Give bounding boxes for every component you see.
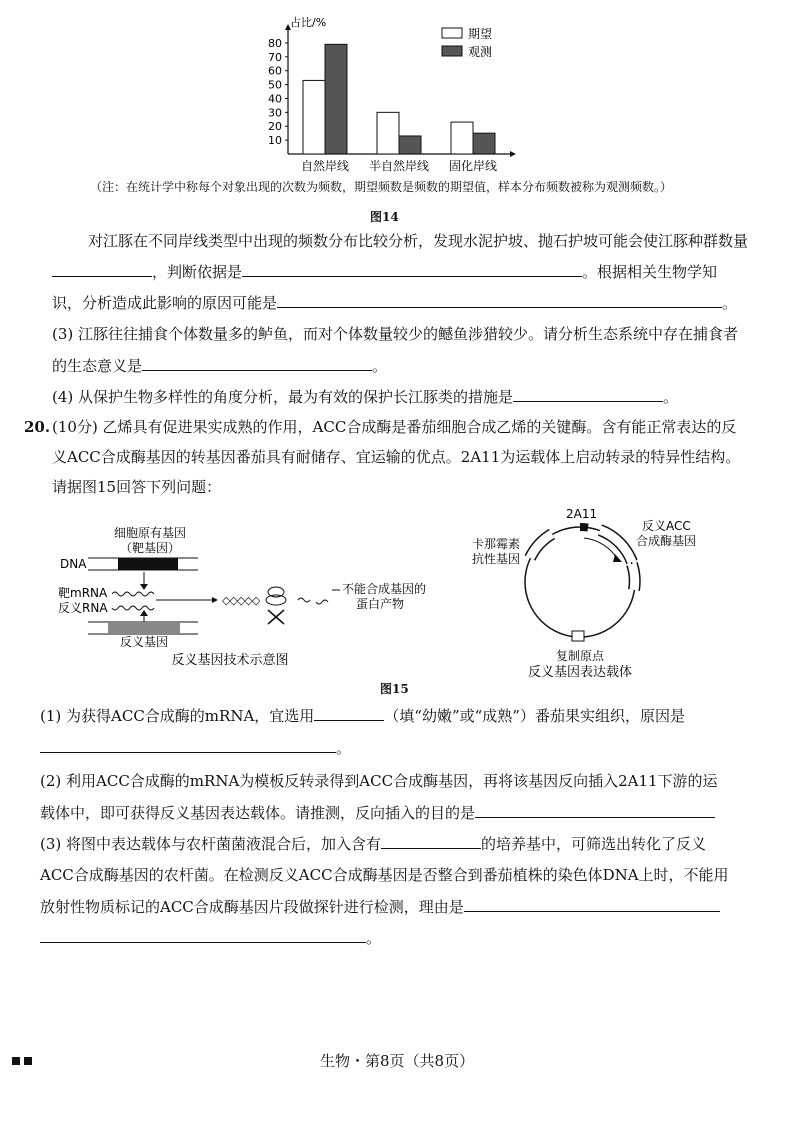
bar-observed <box>399 136 421 154</box>
double-strand-rna: ◇◇◇◇◇ <box>222 594 260 607</box>
legend-label: 观测 <box>468 45 493 59</box>
kan-label-1: 卡那霉素 <box>472 537 521 551</box>
answer-blank[interactable] <box>464 895 720 912</box>
q20-line1: (10分) 乙烯具有促进果实成熟的作用，ACC合成酶是番茄细胞合成乙烯的关键酶。含有能正常表达的反 <box>52 418 737 436</box>
q19-para-line3: 识，分析造成此影响的原因可能是 。 <box>52 291 737 314</box>
fig15-caption: 图15 <box>380 682 409 696</box>
right-diagram-caption: 反义基因表达载体 <box>527 665 633 680</box>
antisense-rna-wave <box>112 606 154 610</box>
q20-2-line2: 载体中，即可获得反义基因表达载体。请推测，反向插入的目的是 <box>40 801 715 824</box>
acc-label-2: 合成酶基因 <box>636 534 697 548</box>
ribosome-icon <box>266 587 286 624</box>
fig15-diagram <box>40 500 760 700</box>
corner-marks <box>12 1050 36 1060</box>
q20-line3: 请据图15回答下列问题： <box>52 478 222 496</box>
answer-blank[interactable] <box>314 704 384 721</box>
q20-1: (1) 为获得ACC合成酶的mRNA，宜选用 （填“幼嫩”或“成熟”）番茄果实组织，原因是 <box>40 704 685 727</box>
q20-number: 20. <box>24 418 51 436</box>
hybrid-arrow-head <box>212 597 218 603</box>
y-tick-label: 50 <box>268 78 282 92</box>
dna-label: DNA <box>60 557 87 571</box>
q20-3-line2: ACC合成酶基因的农杆菌。在检测反义ACC合成酶基因是否整合到番茄植株的染色体DNA上时，不能用 <box>40 866 729 884</box>
antisense-gene-label: 反义基因 <box>119 635 169 649</box>
y-tick-label: 20 <box>268 120 282 134</box>
answer-blank[interactable] <box>52 260 152 277</box>
bar-expected <box>303 80 325 154</box>
x-tick-label: 半自然岸线 <box>368 159 430 173</box>
q19-3-line2: 的生态意义是 。 <box>52 354 387 377</box>
x-axis-arrow <box>510 151 516 157</box>
q19-para-line1: 对江豚在不同岸线类型中出现的频数分布比较分析，发现水泥护坡、抛石护坡可能会使江豚种群数量 <box>88 232 749 250</box>
gene-title-2: （靶基因） <box>119 541 181 555</box>
legend-swatch <box>442 28 462 38</box>
bar-observed <box>473 133 495 154</box>
answer-blank[interactable] <box>475 801 715 818</box>
y-tick-label: 80 <box>268 36 282 50</box>
legend-swatch <box>442 46 462 56</box>
answer-blank[interactable] <box>381 832 481 849</box>
y-tick-label: 70 <box>268 50 282 64</box>
fig14-caption: 图14 <box>370 210 399 224</box>
fig14-bar-chart <box>250 14 550 184</box>
bar-expected <box>377 112 399 154</box>
y-tick-label: 10 <box>268 134 282 148</box>
kan-label-2: 抗性基因 <box>472 552 521 566</box>
page-footer: 生物・第8页（共8页） <box>320 1052 475 1070</box>
target-mrna-wave <box>112 592 154 596</box>
answer-blank[interactable] <box>40 926 366 943</box>
y-tick-label: 30 <box>268 106 282 120</box>
x-tick-label: 固化岸线 <box>448 159 498 173</box>
promoter-label: 2A11 <box>566 507 598 521</box>
fig14-note: （注：在统计学中称每个对象出现的次数为频数，期望频数是频数的期望值，样本分布频数被称为观测频数。） <box>90 180 673 194</box>
ori-label: 复制原点 <box>555 649 605 663</box>
answer-blank[interactable] <box>513 385 663 402</box>
acc-label-1: 反义ACC <box>642 519 691 533</box>
transcription-arrow-head <box>140 584 148 590</box>
q19-3-line1: (3) 江豚往往捕食个体数量多的鲈鱼，而对个体数量较少的鳡鱼涉猎较少。请分析生态系统中存在捕食者 <box>52 325 739 343</box>
left-diagram-caption: 反义基因技术示意图 <box>171 653 289 668</box>
ori-segment <box>572 631 584 641</box>
y-tick-label: 40 <box>268 92 282 106</box>
no-protein-2: 蛋白产物 <box>356 597 405 611</box>
broken-mrna-wave <box>298 598 328 604</box>
q20-line2: 义ACC合成酶基因的转基因番茄具有耐储存、宜运输的优点。2A11为运载体上启动转录的特异性结构。 <box>52 448 741 466</box>
answer-blank[interactable] <box>40 736 336 753</box>
antisense-gene-dna <box>88 622 198 634</box>
kan-resistance-segment-inner <box>530 534 552 558</box>
y-tick-label: 60 <box>268 64 282 78</box>
answer-blank[interactable] <box>277 291 722 308</box>
answer-blank[interactable] <box>142 354 372 371</box>
q19-para-line2: ，判断依据是 。根据相关生物学知 <box>52 260 717 283</box>
target-mrna-label: 靶mRNA <box>58 586 108 600</box>
acc-gene-segment2-inner <box>632 564 635 590</box>
bar-expected <box>451 122 473 154</box>
gene-title-1: 细胞原有基因 <box>113 526 187 540</box>
q20-3-line1: (3) 将图中表达载体与农杆菌菌液混合后，加入含有 的培养基中，可筛选出转化了反义 <box>40 832 706 855</box>
antisense-rna-label: 反义RNA <box>58 601 108 615</box>
bar-observed <box>325 44 347 154</box>
q20-1-answer-line: 。 <box>40 736 351 759</box>
q20-2-line1: (2) 利用ACC合成酶的mRNA为模板反转录得到ACC合成酶基因，再将该基因反向插入2A11下游的运 <box>40 772 718 790</box>
q20-3-answer-line: 。 <box>40 926 381 949</box>
q20-3-line3: 放射性物质标记的ACC合成酶基因片段做探针进行检测，理由是 <box>40 895 720 918</box>
q19-4: (4) 从保护生物多样性的角度分析，最为有效的保护长江豚类的措施是 。 <box>52 385 678 408</box>
no-protein-1: 不能合成基因的 <box>342 582 427 596</box>
legend-label: 期望 <box>468 27 493 41</box>
answer-blank[interactable] <box>242 260 582 277</box>
promoter-2a11-segment <box>580 527 588 528</box>
antisense-transcription-arrow-head <box>140 610 148 616</box>
y-axis-label: 占比/% <box>290 16 327 29</box>
x-tick-label: 自然岸线 <box>300 159 350 173</box>
dna-double-strand <box>88 558 198 570</box>
